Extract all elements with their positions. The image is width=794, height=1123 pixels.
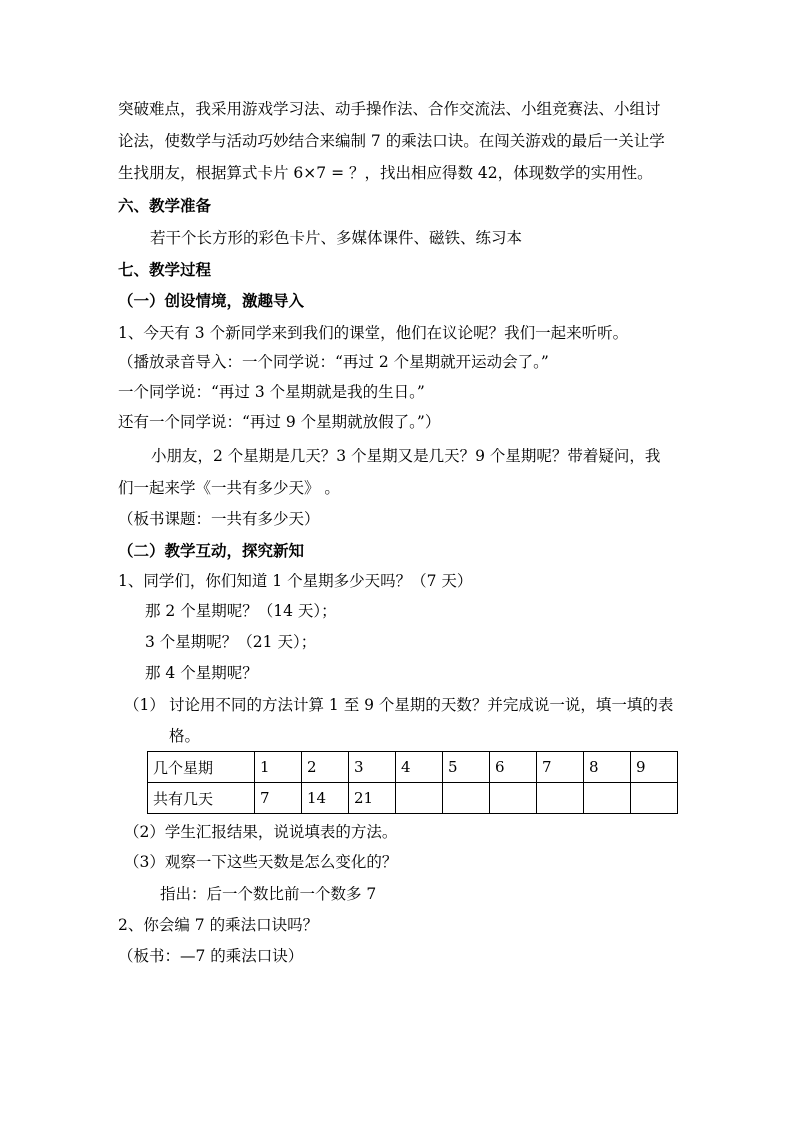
table-cell: 14 [302, 783, 349, 814]
table-cell [443, 783, 490, 814]
paragraph-line: 讨论用不同的方法计算 1 至 9 个星期的天数？并完成说一说，填一填的表 [169, 696, 674, 714]
paragraph-line: （板书：—7 的乘法口诀） [118, 947, 304, 965]
table-row [148, 752, 678, 783]
paragraph-line: 若干个长方形的彩色卡片、多媒体课件、磁铁、练习本 [150, 229, 523, 247]
section-heading: 七、教学过程 [118, 261, 212, 279]
paragraph-line: 还有一个同学说：“再过 9 个星期就放假了。”） [118, 413, 441, 431]
subsection-heading: （一）创设情境，激趣导入 [118, 292, 305, 310]
table-cell: 8 [584, 752, 631, 783]
paragraph-line: 那 2 个星期呢？（14 天）； [145, 602, 337, 620]
table-cell [490, 783, 537, 814]
paragraph-line: （2）学生汇报结果，说说填表的方法。 [124, 823, 398, 841]
table-cell [631, 783, 678, 814]
list-marker: （1） [124, 696, 165, 714]
table-cell: 几个星期 [148, 752, 255, 783]
table-cell: 1 [255, 752, 302, 783]
table-cell [537, 783, 584, 814]
paragraph-line: 2、你会编 7 的乘法口诀吗？ [118, 916, 319, 934]
paragraph-line: （播放录音导入：一个同学说：“再过 2 个星期就开运动会了。” [118, 353, 549, 371]
table-cell: 21 [349, 783, 396, 814]
table-cell: 4 [396, 752, 443, 783]
paragraph-line: 3 个星期呢？（21 天）； [145, 633, 317, 651]
paragraph-line: 指出：后一个数比前一个数多 7 [160, 885, 377, 903]
subsection-heading: （二）教学互动，探究新知 [118, 542, 305, 560]
paragraph-line: 小朋友，2 个星期是几天？3 个星期又是几天？9 个星期呢？带着疑问，我 [151, 447, 661, 465]
paragraph-line: 1、同学们，你们知道 1 个星期多少天吗？（7 天） [118, 572, 473, 590]
table-cell: 5 [443, 752, 490, 783]
paragraph-line: （板书课题：一共有多少天） [118, 510, 320, 528]
table-cell: 共有几天 [148, 783, 255, 814]
table-cell: 7 [255, 783, 302, 814]
paragraph-line: 生找朋友，根据算式卡片 6×7 = ？，找出相应得数 42，体现数学的实用性。 [118, 164, 653, 182]
table-cell: 9 [631, 752, 678, 783]
paragraph-line: 格。 [169, 727, 201, 745]
table-cell: 2 [302, 752, 349, 783]
paragraph-line: 突破难点，我采用游戏学习法、动手操作法、合作交流法、小组竞赛法、小组讨 [118, 100, 661, 118]
table-cell: 6 [490, 752, 537, 783]
table-cell [396, 783, 443, 814]
paragraph-line: 一个同学说：“再过 3 个星期就是我的生日。” [118, 383, 425, 401]
paragraph-line: 论法，使数学与活动巧妙结合来编制 7 的乘法口诀。在闯关游戏的最后一关让学 [118, 132, 665, 150]
table-cell: 3 [349, 752, 396, 783]
section-heading: 六、教学准备 [118, 197, 212, 215]
paragraph-line: 1、今天有 3 个新同学来到我们的课堂，他们在议论呢？我们一起来听听。 [118, 324, 629, 342]
days-table [147, 751, 678, 814]
paragraph-line: 那 4 个星期呢？ [145, 664, 258, 682]
table-cell: 7 [537, 752, 584, 783]
paragraph-line: 们一起来学《一共有多少天》 。 [118, 479, 340, 497]
table-row [148, 783, 678, 814]
table-cell [584, 783, 631, 814]
paragraph-line: （3）观察一下这些天数是怎么变化的？ [124, 853, 398, 871]
